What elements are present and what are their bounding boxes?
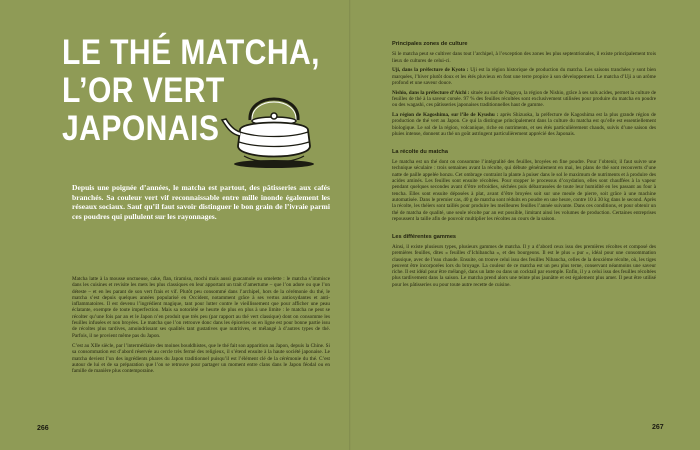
zone-kagoshima-label: La région de Kagoshima, sur l’île de Kyushu : [392, 112, 499, 119]
recolte-text: Le matcha est un thé dont on consomme l’intégralité des feuilles, broyées en fine poudre. Pour l’obtenir, il faut suivre une technique séculaire : trois semaines avant la récolte, qui débute généralement en mai, les plans de thé sont recouverts d’une natte de paille appelée honzu. Cet ombrage contraint la plante à puiser dans le sol le maximum de nutriments et à produire des acides aminés. Les feuilles sont ensuite récoltées. Pour stopper le processus d’oxydation, elles sont chauffées à la vapeur pendant quelques secondes avant d’être refroidies, séchées puis débarrassées de toute leur humidité en les passant au four à tencha. Elles sont ensuite déposées à plat, avant d’être broyées soit sur une meule de pierre, soit grâce à une machine automatisée. Dans le premier cas, 40 g de matcha sont réduits en poudre en une heure, contre 10 à 30 kg dans le second. Après la récolte, les théiers sont taillés pour produire les meilleures feuilles l’année suivante. Dans ces conditions, et pour obtenir un thé de matcha de qualité, une seule récolte par an est possible, limitant ainsi les volumes de production. Certaines entreprises repoussent la taille afin de pouvoir multiplier les récoltes au cours de la saison. [392, 159, 656, 222]
heading-gammes: Les différentes gammes [392, 233, 457, 240]
page-number-right: 267 [652, 424, 664, 431]
zone-uji [392, 67, 656, 86]
zone-nishio-label: Nishio, dans la préfecture d’Aichi : [392, 89, 470, 96]
title-line-3: JAPONAIS [62, 109, 220, 148]
intro-paragraph: Depuis une poignée d’années, le matcha est partout, des pâtisseries aux cafés branchés. Sa couleur vert vif reconnaissable entre mille inonde également les réseaux sociaux. Sauf qu’il faut savoir distinguer le bon grain de l’ivraie parmi ces poudres qui pullulent sur les rayonnages. [72, 183, 330, 221]
title-line-1: LE THÉ MATCHA, [62, 33, 320, 72]
left-body-text [72, 276, 330, 378]
left-paragraph: C’est au XIIe siècle, par l’intermédiaire des moines bouddhistes, que le thé fait son apparition au Japon, depuis la Chine. Si sa consommation est d’abord réservée au cercle très fermé des religieux, il s’étend ensuite à la haute société japonaise. Le matcha devient l’un des ingrédients phares du Japon traditionnel puisqu’il est l’élément clé de la cérémonie du thé. C’est autour de lui et de sa préparation que l’on se retrouve pour partager un moment entre clans dans le Japon féodal ou en famille de manière plus contemporaine. [72, 342, 330, 375]
zone-kagoshima [392, 112, 656, 137]
zone-nishio [392, 90, 656, 109]
heading-recolte: La récolte du matcha [392, 148, 448, 155]
zone-kagoshima-text: après Shizuoka, la préfecture de Kagoshima est la plus grande région de production de thé vert au Japon. Ce qui la distingue principalement dans la culture du matcha est qu’elle est essentiellement biologique. Le sol de la région, volcanique, riche en nutriments, et ses étés particulièrement chauds, suivis d’une saison des pluies intense, donnent au thé un goût astringent particulièrement apprécié des Japonais. [392, 112, 656, 138]
left-paragraph: Matcha latte à la mousse onctueuse, cake, flan, tiramisu, mochi mais aussi guacamole ou omelette : le matcha s’immisce dans les cuisines et revisite les mets les plus classiques en leur apportant un trait d’amertume – que l’on adore ou que l’on déteste – et en les parant de son vert frais et vif. Plutôt peu consommé dans l’archipel, hors de la cérémonie du thé, le matcha s’est depuis quelques années popularisé en Occident, notamment grâce à ses vertus antioxydantes et anti-inflammatoires. Il est devenu l’ingrédient magique, tant pour lutter contre le vieillissement que pour afficher une peau éclatante, exempte de toute imperfection. Mais sa notoriété se heurte de plus en plus à une limite : le matcha ne peut se récolter qu’une fois par an et le Japon n’en produit que très peu (par rapport au thé vert classique) dont on consomme les feuilles infusées et non broyées. Le matcha que l’on retrouve donc dans les épiceries ou en ligne est pour bonne partie issu de récoltes plus tardives, amoindrissant ses qualités tant gustatives que nutritives, et mélangé à d’autres types de thé. Parfois, il ne provient même pas du Japon. [72, 276, 330, 339]
zone-uji-text: Uji est la région historique de production du matcha. Les saisons tranchées y sont bien marquées, l’hiver plutôt doux et les étés pluvieux en font une terre propice à son développement. Le matcha d’Uji a un arôme profond et une saveur douce. [392, 67, 656, 86]
title-line-2: L’OR VERT [62, 71, 225, 110]
page-number-left: 266 [37, 425, 49, 432]
teapot-illustration [218, 86, 330, 174]
right-column [392, 41, 656, 292]
zone-uji-label: Uji, dans la préfecture de Kyoto : [392, 67, 469, 74]
gammes-text: Ainsi, il existe plusieurs types, plusieurs gammes de matcha. Il y a d’abord ceux issu des premières récoltes et composé des premières feuilles, dites « feuilles d’Ichibancha », et des bourgeons. Il est le plus « pur », idéal pour une consommation classique, avec de l’eau chaude. Ensuite, on trouve celui issu des feuilles Nibancha, celles de la deuxième récolte, où, les tiges peuvent être incorporées lors du broyage. La couleur de ce matcha est un peu plus terne, conservant néanmoins une saveur riche. Il est idéal pour être mélangé, dans un latte ou dans un cocktail par exemple. Enfin, il y a celui issu des feuilles récoltées plus tardivement dans la saison. Le matcha prend alors une teinte plus jaunâtre et est également plus amer. Il peut être utilisé pour les pâtisseries ou pour toute autre recette de cuisine. [392, 243, 656, 288]
zones-intro: Si le matcha peut se cultiver dans tout l’archipel, à l’exception des zones les plus septentrionales, il existe principalement trois lieux de cultures de celui-ci. [392, 51, 656, 64]
page-gutter [349, 0, 351, 450]
zone-nishio-text: située au sud de Nagoya, la région de Nishio, grâce à ses sols acides, permet la culture de feuilles de thé à la saveur corsée. 97 % des feuilles récoltées sont exclusivement utilisées pour produire du matcha en poudre ou des wagashi, ces pâtisseries japonaises traditionnelles haut de gamme. [392, 89, 656, 109]
heading-zones: Principales zones de culture [392, 41, 468, 47]
